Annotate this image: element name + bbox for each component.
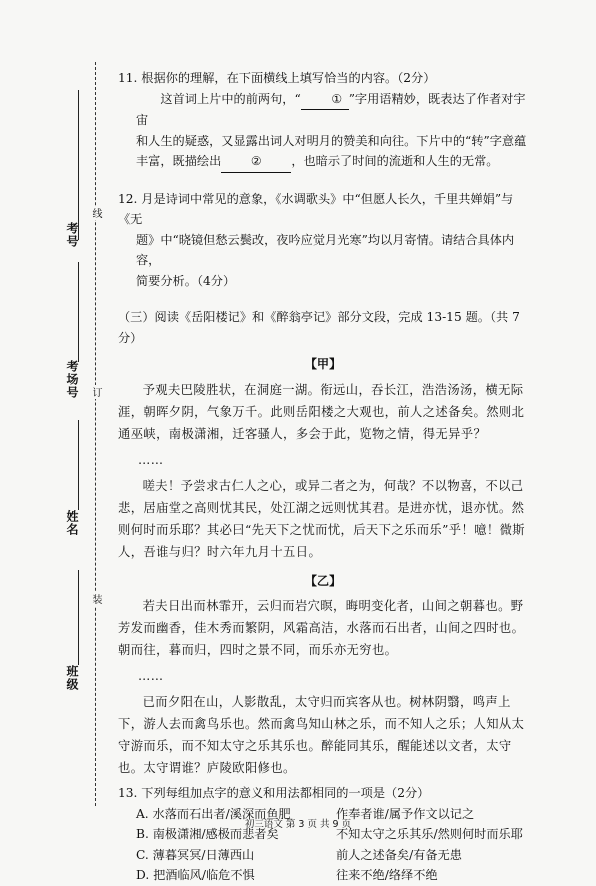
section3-heading: （三）阅读《岳阳楼记》和《醉翁亭记》部分文段，完成 13-15 题。（共 7分） xyxy=(118,310,520,345)
option-right: 作奉者谁/属予作文以记之 xyxy=(336,806,475,821)
ding-mark: 订 xyxy=(90,387,101,397)
jia-passage xyxy=(118,379,528,563)
option-left: B. 南极潇湘/感极而悲者矣 xyxy=(136,827,279,841)
yi-passage xyxy=(118,595,528,779)
xingming-label: 姓名 xyxy=(65,510,79,536)
yi-paragraph-1: 若夫日出而林霏开，云归而岩穴暝，晦明变化者，山间之朝暮也。野芳发而幽香，佳木秀而繁阴，风霜高洁，水落而石出者，山间之四时也。朝而往，暮而归，四时之景不同，而乐亦无穷也。 xyxy=(118,599,525,657)
q11-line1-a: 这首词上片中的前两句，“ xyxy=(160,91,301,106)
q11-line1-b: ”字用语精妙，既表达了作者对宇宙 xyxy=(136,91,526,127)
q13-stem: 13. 下列每组加点字的意义和用法都相同的一项是（2分） xyxy=(118,786,430,800)
yi-title: 【乙】 xyxy=(304,573,342,588)
jia-ellipsis: …… xyxy=(138,452,164,467)
jia-paragraph-2: 嗟夫！予尝求古仁人之心，或异二者之为，何哉？不以物喜，不以己悲，居庙堂之高则忧其民，处江湖之远则忧其君。是进亦忧，退亦忧。然则何时而乐耶？其必曰“先天下之忧而忧，后天下之乐而乐”乎！噫！微斯人，吾谁与归？时六年九月十五日。 xyxy=(118,478,525,559)
binding-dashed-line xyxy=(95,62,96,806)
yi-paragraph-2: 已而夕阳在山，人影散乱，太守归而宾客从也。树林阴翳，鸣声上下，游人去而禽鸟乐也。然而禽鸟知山林之乐，而不知人之乐；人知从太守游而乐，而不知太守之乐其乐也。醉能同其乐，醒能述以文者，太守也。太守谓谁？庐陵欧阳修也。 xyxy=(118,695,525,775)
banji-fill-line xyxy=(78,570,79,665)
q11-blank1[interactable]: ① xyxy=(301,89,349,111)
jia-title: 【甲】 xyxy=(304,357,342,371)
xingming-fill-line xyxy=(78,420,79,510)
q11-line3-a: 丰富，既描绘出 xyxy=(136,154,222,168)
option-right: 往来不绝/络绎不绝 xyxy=(336,868,438,882)
q12-line3: 简要分析。（4分） xyxy=(136,273,236,288)
kaohao-label: 考号 xyxy=(65,222,79,248)
option-left: A. 水落而石出者/溪深而鱼肥 xyxy=(136,806,291,821)
page-footer: 初三语文 第 3 页 共 9 页 xyxy=(244,819,352,830)
q13-option-d[interactable] xyxy=(136,865,528,886)
main-content xyxy=(118,68,528,886)
q11-line2: 和人生的疑惑，又显露出词人对明月的赞美和向往。下片中的“转”字意蕴 xyxy=(136,133,527,148)
yi-ellipsis: …… xyxy=(138,669,164,683)
option-right: 不知太守之乐其乐/然则何时而乐耶 xyxy=(336,827,523,841)
zhuang-mark: 装 xyxy=(90,594,101,604)
option-left: D. 把酒临风/临危不惧 xyxy=(136,868,255,882)
kaochanghao-label: 考场号 xyxy=(65,360,79,399)
q11-body xyxy=(118,89,528,173)
q12-line2: 题》中“晓镜但愁云鬓改，夜吟应觉月光寒”均以月寄情。请结合具体内容， xyxy=(136,232,515,267)
q13-option-c[interactable] xyxy=(136,845,528,866)
banji-label: 班级 xyxy=(65,665,79,691)
kaohao-fill-line xyxy=(78,90,79,240)
q11-blank2[interactable]: ② xyxy=(221,151,291,173)
q11-line3-b: ，也暗示了时间的流逝和人生的无常。 xyxy=(291,154,499,168)
q11-stem: 11. 根据你的理解，在下面横线上填写恰当的内容。（2分） xyxy=(118,71,436,85)
option-left: C. 薄暮冥冥/日薄西山 xyxy=(136,847,255,862)
xian-mark: 线 xyxy=(90,208,101,218)
kaochanghao-fill-line xyxy=(78,262,79,362)
option-right: 前人之述备矣/有备无患 xyxy=(336,847,462,862)
q12-line1: 12. 月是诗词中常见的意象，《水调歌头》中“但愿人长久，千里共婵娟”与《无 xyxy=(118,191,514,226)
jia-paragraph-1: 予观夫巴陵胜状，在洞庭一湖。衔远山，吞长江，浩浩汤汤，横无际涯，朝晖夕阴，气象万千。此则岳阳楼之大观也，前人之述备矣。然则北通巫峡，南极潇湘，迁客骚人，多会于此，览物之情，得无异乎？ xyxy=(118,382,525,441)
